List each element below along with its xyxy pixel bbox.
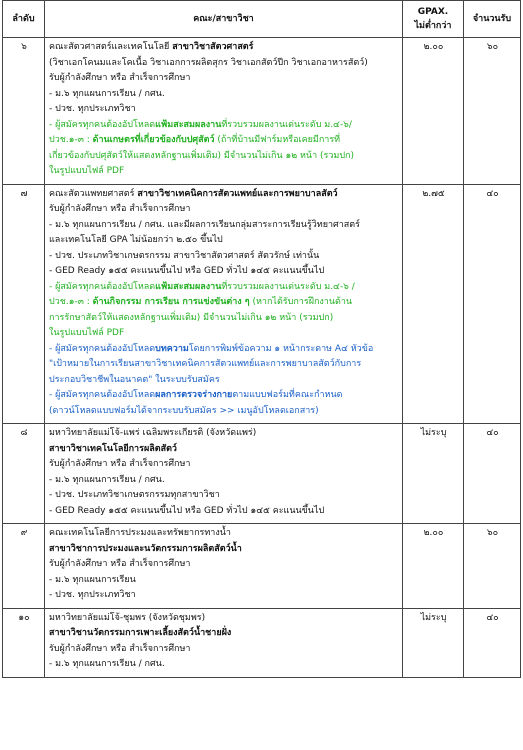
detail-text: รับผู้กำลังศึกษา หรือ สำเร็จการศึกษา: [49, 643, 191, 654]
detail-line: [49, 311, 399, 327]
detail-line: [49, 588, 399, 604]
detail-line: [49, 557, 399, 573]
row-count: ๔๐: [464, 424, 521, 524]
header-count: จำนวนรับ: [464, 1, 521, 38]
detail-line: [49, 457, 399, 473]
detail-text: ด้านเกษตรที่เกี่ยวข้องกับปศุสัตว์: [92, 135, 215, 145]
table-row: [3, 424, 521, 524]
detail-line: [49, 187, 399, 203]
detail-text: รับผู้กำลังศึกษา หรือ สำเร็จการศึกษา: [49, 559, 191, 569]
table-row: [3, 608, 521, 677]
row-gpax: ไม่ระบุ: [403, 424, 464, 524]
detail-line: [49, 573, 399, 589]
row-count: ๔๐: [464, 608, 521, 677]
detail-line: [49, 442, 399, 458]
detail-line: [49, 264, 399, 280]
detail-text: ตามแบบฟอร์มที่คณะกำหนด: [232, 390, 343, 400]
detail-line: [49, 373, 399, 389]
table-row: [3, 184, 521, 424]
detail-text: สาขาวิชาการประมงและนวัตกรรมการผลิตสัตว์น้ำ: [49, 543, 242, 554]
detail-line: [49, 56, 399, 72]
detail-line: [49, 626, 399, 642]
detail-text: - GED Ready ๑๕๕ คะแนนขึ้นไป หรือ GED ทั่วไป ๑๔๕ คะแนนขึ้นไป: [49, 505, 325, 516]
row-gpax: ๒.๐๐: [403, 38, 464, 185]
detail-line: [49, 611, 399, 627]
detail-text: มหาวิทยาลัยแม่โจ้-แพร่ เฉลิมพระเกียรติ (จังหวัดแพร่): [49, 428, 257, 438]
detail-text: ในรูปแบบไฟล์ PDF: [49, 328, 125, 338]
detail-text: แฟ้มสะสมผลงาน: [155, 119, 222, 130]
detail-text: รับผู้กำลังศึกษา หรือ สำเร็จการศึกษา: [49, 204, 191, 214]
detail-text: ปวช.๑-๓ :: [49, 297, 93, 307]
row-faculty-details: [45, 184, 403, 424]
detail-line: [49, 404, 399, 420]
row-number: ๑๐: [3, 608, 45, 677]
detail-text: - ม.๖ ทุกแผนการเรียน / กศน.: [49, 88, 165, 99]
detail-line: [49, 249, 399, 265]
detail-text: - GED Ready ๑๕๕ คะแนนขึ้นไป หรือ GED ทั่วไป ๑๔๕ คะแนนขึ้นไป: [49, 266, 325, 276]
detail-text: - ผู้สมัครทุกคนต้องอัปโหลด: [49, 390, 156, 400]
detail-text: สาขาวิชาสัตวศาสตร์: [172, 42, 254, 52]
row-faculty-details: [45, 424, 403, 524]
detail-text: - ม.๖ ทุกแผนการเรียน: [49, 574, 136, 585]
detail-text: - ม.๖ ทุกแผนการเรียน / กศน. และมีผลการเรียนกลุ่มสาระการเรียนรู้วิทยาศาสตร์: [49, 219, 360, 230]
detail-text: - ปวช. ทุกประเภทวิชา: [49, 590, 136, 600]
detail-text: คณะสัตวแพทยศาสตร์: [49, 188, 138, 199]
detail-text: (หากได้รับการฝึกงานด้าน: [249, 297, 353, 307]
header-gpax: [403, 1, 464, 38]
detail-text: สาขาวิชาเทคโนโลยีการผลิตสัตว์: [49, 443, 177, 454]
detail-text: (ถ้าที่บ้านมีฟาร์มหรือเคยมีการที่: [214, 135, 341, 145]
detail-line: [49, 326, 399, 342]
table-body: [3, 38, 521, 678]
detail-line: [49, 526, 399, 542]
table-header-row: [3, 1, 521, 38]
detail-line: [49, 657, 399, 673]
detail-line: [49, 218, 399, 234]
row-count: ๖๐: [464, 524, 521, 609]
detail-text: และเทคโนโลยี GPA ไม่น้อยกว่า ๒.๕๐ ขึ้นไป: [49, 235, 223, 245]
detail-line: [49, 118, 399, 134]
detail-text: ที่รวบรวมผลงานเด่นระดับ ม.๔-๖/: [221, 119, 352, 130]
row-faculty-details: [45, 608, 403, 677]
detail-line: [49, 71, 399, 87]
detail-line: [49, 357, 399, 373]
detail-line: [49, 295, 399, 311]
detail-line: [49, 488, 399, 504]
header-gpax-text: GPAX. ไม่ต่ำกว่า: [414, 7, 452, 31]
detail-text: - ปวช. ประเภทวิชาเกษตรกรรมทุกสาขาวิชา: [49, 490, 220, 500]
detail-text: สาขาวิชานวัตกรรมการเพาะเลี้ยงสัตว์น้ำชายฝั่ง: [49, 628, 232, 638]
row-number: ๘: [3, 424, 45, 524]
detail-text: ประกอบวิชาชีพในอนาคต" ในระบบรับสมัคร: [49, 374, 220, 385]
detail-text: (วิชาเอกโคนมและโคเนื้อ วิชาเอกการผลิตสุกร วิชาเอกสัตว์ปีก วิชาเอกอาหารสัตว์): [49, 57, 368, 68]
row-faculty-details: [45, 524, 403, 609]
detail-line: [49, 504, 399, 520]
table-row: [3, 524, 521, 609]
detail-line: [49, 342, 399, 358]
admission-table: [2, 0, 521, 678]
detail-text: ในรูปแบบไฟล์ PDF: [49, 166, 125, 176]
detail-text: การรักษาสัตว์ให้แสดงหลักฐานเพิ่มเติม) มีจำนวนไม่เกิน ๑๒ หน้า (รวมปก): [49, 312, 334, 323]
table-row: [3, 38, 521, 185]
detail-text: มหาวิทยาลัยแม่โจ้-ชุมพร (จังหวัดชุมพร): [49, 612, 206, 623]
detail-line: [49, 133, 399, 149]
row-gpax: ๒.๐๐: [403, 524, 464, 609]
row-gpax: ๒.๗๕: [403, 184, 464, 424]
row-number: ๖: [3, 38, 45, 185]
detail-text: สาขาวิชาเทคนิคการสัตวแพทย์และการพยาบาลสัตว์: [137, 188, 338, 199]
detail-text: ด้านกิจกรรม การเรียน การแข่งขันต่าง ๆ: [92, 297, 250, 307]
detail-line: [49, 102, 399, 118]
detail-text: - ม.๖ ทุกแผนการเรียน / กศน.: [49, 659, 165, 669]
detail-line: [49, 542, 399, 558]
row-faculty-details: [45, 38, 403, 185]
detail-text: เกี่ยวข้องกับปศุสัตว์ให้แสดงหลักฐานเพิ่มเติม) มีจำนวนไม่เกิน ๑๒ หน้า (รวมปก): [49, 150, 355, 161]
detail-text: - ผู้สมัครทุกคนต้องอัปโหลด: [49, 343, 156, 354]
header-no: ลำดับ: [3, 1, 45, 38]
detail-text: โดยการพิมพ์ข้อความ ๑ หน้ากระดาษ A๔ หัวข้อ: [188, 343, 374, 354]
detail-text: ปวช.๑-๓ :: [49, 135, 93, 145]
detail-text: - ปวช. ทุกประเภทวิชา: [49, 104, 136, 114]
row-number: ๗: [3, 184, 45, 424]
row-gpax: ไม่ระบุ: [403, 608, 464, 677]
detail-text: คณะเทคโนโลยีการประมงและทรัพยากรทางน้ำ: [49, 528, 231, 538]
detail-text: ผลการตรวจร่างกาย: [155, 390, 233, 400]
detail-line: [49, 388, 399, 404]
detail-text: (ดาวน์โหลดแบบฟอร์มได้จากระบบรับสมัคร >> เมนูอัปโหลดเอกสาร): [49, 405, 319, 416]
detail-text: "เป้าหมายในการเรียนสาขาวิชาเทคนิคการสัตวแพทย์และการพยาบาลสัตว์กับการ: [49, 359, 362, 369]
detail-text: รับผู้กำลังศึกษา หรือ สำเร็จการศึกษา: [49, 459, 191, 469]
detail-line: [49, 280, 399, 296]
detail-line: [49, 426, 399, 442]
detail-text: คณะสัตวศาสตร์และเทคโนโลยี: [49, 42, 173, 52]
detail-line: [49, 202, 399, 218]
detail-text: บทความ: [155, 343, 189, 354]
detail-text: แฟ้มสะสมผลงาน: [155, 281, 222, 292]
detail-text: รับผู้กำลังศึกษา หรือ สำเร็จการศึกษา: [49, 73, 191, 83]
row-count: ๔๐: [464, 184, 521, 424]
detail-line: [49, 473, 399, 489]
detail-text: - ปวช. ประเภทวิชาเกษตรกรรม สาขาวิชาสัตวศาสตร์ สัตวรักษ์ เท่านั้น: [49, 250, 320, 261]
detail-text: - ม.๖ ทุกแผนการเรียน / กศน.: [49, 474, 165, 485]
header-faculty: คณะ/สาขาวิชา: [45, 1, 403, 38]
detail-text: ที่รวบรวมผลงานเด่นระดับ ม.๔-๖ /: [221, 281, 355, 292]
detail-line: [49, 164, 399, 180]
detail-line: [49, 149, 399, 165]
detail-line: [49, 87, 399, 103]
detail-line: [49, 40, 399, 56]
detail-line: [49, 642, 399, 658]
detail-text: - ผู้สมัครทุกคนต้องอัปโหลด: [49, 281, 156, 292]
row-count: ๖๐: [464, 38, 521, 185]
detail-line: [49, 233, 399, 249]
row-number: ๙: [3, 524, 45, 609]
detail-text: - ผู้สมัครทุกคนต้องอัปโหลด: [49, 119, 156, 130]
